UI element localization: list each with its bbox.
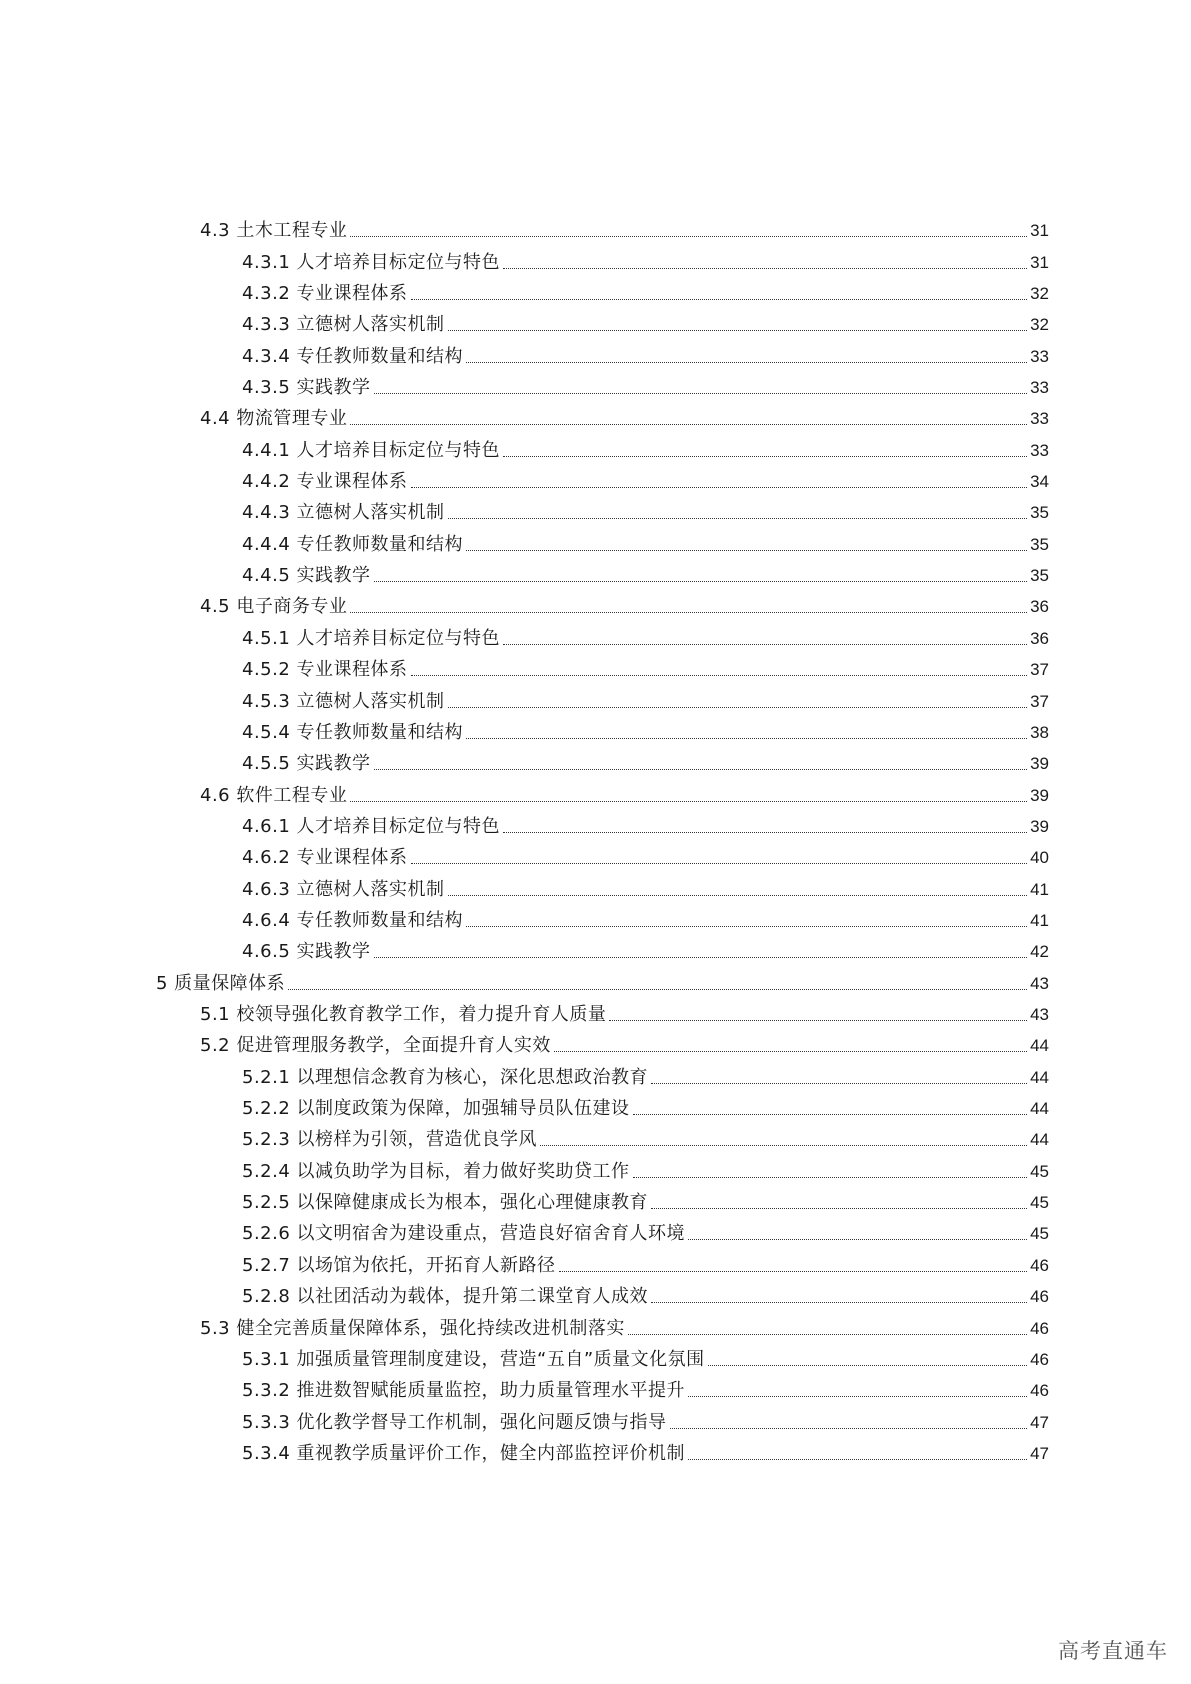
toc-entry-page-number: 33 <box>1030 378 1049 398</box>
dot-leader <box>633 1177 1028 1178</box>
toc-entry-page-number: 45 <box>1030 1224 1049 1244</box>
toc-entry-title: 5.3.2 推进数智赋能质量监控，助力质量管理水平提升 <box>242 1380 686 1402</box>
toc-entry-title: 4.4.1 人才培养目标定位与特色 <box>242 439 501 461</box>
dot-leader <box>609 1020 1027 1021</box>
toc-entry[interactable] <box>242 368 1049 399</box>
toc-entry[interactable] <box>242 1120 1049 1151</box>
toc-entry-page-number: 43 <box>1030 1005 1049 1025</box>
toc-entry[interactable] <box>200 995 1049 1026</box>
dot-leader <box>411 863 1028 864</box>
toc-entry-title: 4.3.3 立德树人落实机制 <box>242 314 445 336</box>
toc-entry-page-number: 44 <box>1030 1099 1049 1119</box>
dot-leader <box>448 707 1028 708</box>
toc-entry-page-number: 46 <box>1030 1287 1049 1307</box>
dot-leader <box>628 1334 1027 1335</box>
dot-leader <box>559 1271 1028 1272</box>
dot-leader <box>540 1145 1027 1146</box>
dot-leader <box>374 393 1028 394</box>
toc-entry-title: 4.6 软件工程专业 <box>200 784 348 806</box>
toc-entry[interactable] <box>242 274 1049 305</box>
toc-entry[interactable] <box>242 744 1049 775</box>
toc-entry-title: 4.6.1 人才培养目标定位与特色 <box>242 815 501 837</box>
toc-entry-page-number: 39 <box>1030 754 1049 774</box>
toc-entry[interactable] <box>200 1026 1049 1057</box>
toc-entry-title: 4.5.3 立德树人落实机制 <box>242 690 445 712</box>
toc-entry-page-number: 32 <box>1030 315 1049 335</box>
dot-leader <box>554 1051 1027 1052</box>
toc-entry-title: 5.2.4 以减负助学为目标，着力做好奖助贷工作 <box>242 1160 630 1182</box>
toc-entry-page-number: 31 <box>1030 221 1049 241</box>
toc-entry[interactable] <box>242 713 1049 744</box>
toc-entry[interactable] <box>242 305 1049 336</box>
toc-entry[interactable] <box>242 525 1049 556</box>
toc-entry-title: 4.5.2 专业课程体系 <box>242 659 408 681</box>
dot-leader <box>688 1396 1027 1397</box>
toc-entry[interactable] <box>242 1152 1049 1183</box>
dot-leader <box>448 330 1028 331</box>
dot-leader <box>503 832 1027 833</box>
toc-entry-title: 4.3.5 实践教学 <box>242 377 371 399</box>
toc-entry[interactable] <box>200 775 1049 806</box>
toc-entry-title: 4.3.1 人才培养目标定位与特色 <box>242 251 501 273</box>
dot-leader <box>651 1083 1027 1084</box>
toc-entry-title: 5.2.3 以榜样为引领，营造优良学风 <box>242 1129 538 1151</box>
toc-entry-page-number: 41 <box>1030 879 1049 899</box>
dot-leader <box>411 487 1028 488</box>
dot-leader <box>708 1365 1027 1366</box>
dot-leader <box>651 1302 1027 1303</box>
toc-entry[interactable] <box>200 587 1049 618</box>
toc-entry-page-number: 33 <box>1030 440 1049 460</box>
dot-leader <box>503 268 1027 269</box>
dot-leader <box>288 989 1027 990</box>
toc-entry-page-number: 33 <box>1030 346 1049 366</box>
toc-entry[interactable] <box>242 932 1049 963</box>
dot-leader <box>503 456 1027 457</box>
toc-entry[interactable] <box>242 1402 1049 1433</box>
toc-entry-page-number: 31 <box>1030 252 1049 272</box>
toc-entry[interactable] <box>242 1277 1049 1308</box>
dot-leader <box>466 362 1027 363</box>
toc-entry-title: 4.5.1 人才培养目标定位与特色 <box>242 627 501 649</box>
dot-leader <box>350 236 1027 237</box>
toc-entry-title: 4.4.4 专任教师数量和结构 <box>242 533 464 555</box>
toc-entry[interactable] <box>242 1340 1049 1371</box>
dot-leader <box>670 1428 1028 1429</box>
toc-entry[interactable] <box>156 963 1049 994</box>
dot-leader <box>411 299 1028 300</box>
toc-entry-title: 4.5 电子商务专业 <box>200 596 348 618</box>
watermark: 高考直通车 <box>1058 1639 1168 1663</box>
toc-entry-title: 4.3.4 专任教师数量和结构 <box>242 345 464 367</box>
dot-leader <box>466 738 1027 739</box>
toc-entry-title: 4.6.2 专业课程体系 <box>242 847 408 869</box>
toc-entry-title: 5.2.1 以理想信念教育为核心，深化思想政治教育 <box>242 1066 649 1088</box>
toc-entry-title: 4.3 土木工程专业 <box>200 220 348 242</box>
toc-entry-title: 5.2.5 以保障健康成长为根本，强化心理健康教育 <box>242 1192 649 1214</box>
dot-leader <box>448 895 1028 896</box>
toc-entry[interactable] <box>200 399 1049 430</box>
toc-entry[interactable] <box>242 681 1049 712</box>
toc-entry[interactable] <box>242 901 1049 932</box>
toc-entry-title: 5.2.2 以制度政策为保障，加强辅导员队伍建设 <box>242 1098 630 1120</box>
toc-entry[interactable] <box>200 211 1049 242</box>
toc-entry-title: 5.3.1 加强质量管理制度建设，营造“五自”质量文化氛围 <box>242 1348 705 1370</box>
toc-entry[interactable] <box>242 619 1049 650</box>
dot-leader <box>466 926 1027 927</box>
toc-entry[interactable] <box>242 1057 1049 1088</box>
toc-entry[interactable] <box>242 838 1049 869</box>
dot-leader <box>350 424 1027 425</box>
toc-entry-title: 5.2 促进管理服务教学，全面提升育人实效 <box>200 1035 551 1057</box>
toc-entry-page-number: 36 <box>1030 628 1049 648</box>
toc-entry-title: 5.2.6 以文明宿舍为建设重点，营造良好宿舍育人环境 <box>242 1223 686 1245</box>
toc-entry-page-number: 35 <box>1030 534 1049 554</box>
toc-entry-title: 5.3 健全完善质量保障体系，强化持续改进机制落实 <box>200 1317 625 1339</box>
dot-leader <box>633 1114 1028 1115</box>
toc-entry-title: 5 质量保障体系 <box>156 972 286 994</box>
toc-entry-page-number: 46 <box>1030 1381 1049 1401</box>
toc-entry-title: 4.6.4 专任教师数量和结构 <box>242 909 464 931</box>
dot-leader <box>350 612 1027 613</box>
toc-entry[interactable] <box>242 1089 1049 1120</box>
toc-entry[interactable] <box>242 1371 1049 1402</box>
toc-entry[interactable] <box>242 430 1049 461</box>
dot-leader <box>448 518 1028 519</box>
toc-entry-page-number: 35 <box>1030 566 1049 586</box>
dot-leader <box>374 957 1028 958</box>
toc-entry[interactable] <box>242 869 1049 900</box>
toc-entry-page-number: 32 <box>1030 283 1049 303</box>
toc-entry[interactable] <box>242 462 1049 493</box>
toc-entry-page-number: 36 <box>1030 597 1049 617</box>
toc-entry-page-number: 35 <box>1030 503 1049 523</box>
toc-entry-page-number: 47 <box>1030 1443 1049 1463</box>
toc-entry[interactable] <box>242 336 1049 367</box>
toc-entry-page-number: 46 <box>1030 1349 1049 1369</box>
toc-entry-page-number: 41 <box>1030 910 1049 930</box>
dot-leader <box>688 1239 1027 1240</box>
toc-entry-title: 4.4.5 实践教学 <box>242 565 371 587</box>
toc-entry-title: 5.3.3 优化教学督导工作机制，强化问题反馈与指导 <box>242 1411 667 1433</box>
toc-entry-page-number: 37 <box>1030 691 1049 711</box>
toc-entry-title: 4.6.3 立德树人落实机制 <box>242 878 445 900</box>
toc-entry-page-number: 38 <box>1030 722 1049 742</box>
dot-leader <box>411 675 1028 676</box>
dot-leader <box>466 550 1027 551</box>
toc-entry-page-number: 33 <box>1030 409 1049 429</box>
dot-leader <box>503 644 1027 645</box>
toc-entry-page-number: 44 <box>1030 1036 1049 1056</box>
toc-entry-page-number: 39 <box>1030 785 1049 805</box>
dot-leader <box>651 1208 1027 1209</box>
toc-entry[interactable] <box>242 650 1049 681</box>
toc-entry[interactable] <box>200 1308 1049 1339</box>
toc-entry-page-number: 34 <box>1030 472 1049 492</box>
toc-entry-page-number: 47 <box>1030 1412 1049 1432</box>
toc-entry-page-number: 44 <box>1030 1130 1049 1150</box>
toc-entry[interactable] <box>242 242 1049 273</box>
toc-entry[interactable] <box>242 493 1049 524</box>
toc-entry[interactable] <box>242 1434 1049 1465</box>
toc-entry[interactable] <box>242 556 1049 587</box>
toc-entry-page-number: 40 <box>1030 848 1049 868</box>
toc-entry-title: 4.4.3 立德树人落实机制 <box>242 502 445 524</box>
toc-entry-title: 5.3.4 重视教学质量评价工作，健全内部监控评价机制 <box>242 1442 686 1464</box>
toc-entry[interactable] <box>242 1183 1049 1214</box>
toc-entry-title: 4.3.2 专业课程体系 <box>242 282 408 304</box>
toc-entry-page-number: 46 <box>1030 1318 1049 1338</box>
dot-leader <box>350 801 1027 802</box>
toc-entry-page-number: 37 <box>1030 660 1049 680</box>
dot-leader <box>374 769 1028 770</box>
toc-entry-title: 4.6.5 实践教学 <box>242 941 371 963</box>
toc-entry-page-number: 45 <box>1030 1193 1049 1213</box>
toc-entry-title: 4.5.4 专任教师数量和结构 <box>242 721 464 743</box>
toc-entry-title: 4.5.5 实践教学 <box>242 753 371 775</box>
toc-entry-title: 4.4.2 专业课程体系 <box>242 471 408 493</box>
toc-entry-title: 5.1 校领导强化教育教学工作，着力提升育人质量 <box>200 1004 607 1026</box>
toc-entry[interactable] <box>242 807 1049 838</box>
toc-entry-page-number: 42 <box>1030 942 1049 962</box>
toc-entry-title: 5.2.7 以场馆为依托，开拓育人新路径 <box>242 1254 556 1276</box>
toc-entry-title: 5.2.8 以社团活动为载体，提升第二课堂育人成效 <box>242 1286 649 1308</box>
toc-entry[interactable] <box>242 1246 1049 1277</box>
toc-entry-page-number: 45 <box>1030 1161 1049 1181</box>
toc-entry-title: 4.4 物流管理专业 <box>200 408 348 430</box>
toc-entry-page-number: 39 <box>1030 816 1049 836</box>
toc-entry-page-number: 43 <box>1030 973 1049 993</box>
toc-entry-page-number: 44 <box>1030 1067 1049 1087</box>
dot-leader <box>688 1459 1027 1460</box>
toc-entry[interactable] <box>242 1214 1049 1245</box>
dot-leader <box>374 581 1028 582</box>
toc-entry-page-number: 46 <box>1030 1255 1049 1275</box>
